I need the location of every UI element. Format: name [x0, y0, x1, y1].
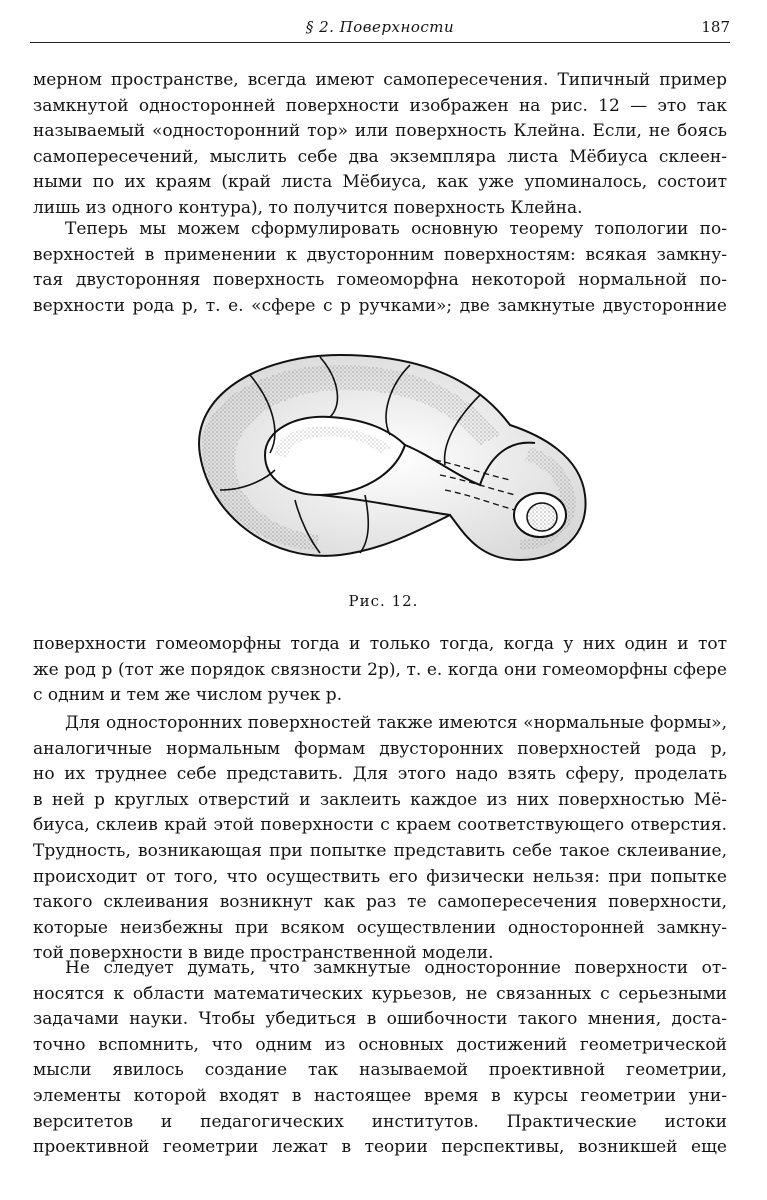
- text-line: такого склеивания возникнут как раз те самопересечения поверхности,: [33, 892, 727, 913]
- text-line: происходит от того, что осуществить его физически нельзя: при попытке: [33, 866, 727, 887]
- section-title: § 2. Поверхности: [305, 18, 455, 36]
- text-line: той поверхности в виде пространственной модели.: [33, 943, 494, 964]
- text-line: которые неизбежны при всяком осуществлении односторонней замкну-: [33, 917, 727, 938]
- text-line: биуса, склеив край этой поверхности с краем соответствующего отверстия.: [33, 815, 727, 836]
- text-line: проективной геометрии лежат в теории перспективы, возникшей еще: [33, 1137, 727, 1158]
- paragraph-4: [33, 711, 727, 967]
- text-line: носятся к области математических курьезов, не связанных с серьезными: [33, 983, 727, 1004]
- text-line: с одним и тем же числом ручек p.: [33, 685, 343, 706]
- text-line: верхности рода p, т. е. «сфере с p ручками»; две замкнутые двусторонние: [33, 295, 727, 316]
- text-line: Трудность, возникающая при попытке представить себе такое склеивание,: [33, 840, 727, 861]
- text-line: Не следует думать, что замкнутые односторонние поверхности от-: [65, 958, 727, 978]
- figure-caption: Рис. 12.: [348, 592, 419, 610]
- text-line: в ней p круглых отверстий и заклеить каждое из них поверхностью Мё-: [33, 789, 727, 810]
- text-line: замкнутой односторонней поверхности изображен на рис. 12 — это так: [33, 95, 727, 116]
- klein-bottle-figure: [180, 335, 600, 575]
- page-number: 187: [701, 18, 730, 36]
- text-line: же род p (тот же порядок связности 2p), т. е. когда они гомеоморфны сфере: [33, 659, 727, 680]
- running-header: [30, 14, 730, 43]
- text-line: ными по их краям (край листа Мёбиуса, как уже упоминалось, состоит: [33, 172, 727, 193]
- text-line: лишь из одного контура), то получится поверхность Клейна.: [33, 197, 583, 218]
- text-line: аналогичные нормальным формам двусторонних поверхностей рода p,: [33, 738, 727, 759]
- text-line: точно вспомнить, что одним из основных достижений геометрической: [33, 1034, 727, 1055]
- paragraph-3: [33, 632, 727, 709]
- text-line: задачами науки. Чтобы убедиться в ошибочности такого мнения, доста-: [33, 1009, 727, 1030]
- text-line: элементы которой входят в настоящее время в курсы геометрии уни-: [33, 1085, 727, 1106]
- text-line: мерном пространстве, всегда имеют самопересечения. Типичный пример: [33, 70, 727, 90]
- paragraph-5: [33, 956, 727, 1161]
- paragraph-2: [33, 217, 727, 319]
- text-line: называемый «односторонний тор» или поверхность Клейна. Если, не боясь: [33, 121, 727, 142]
- text-line: мысли явилось создание так называемой проективной геометрии,: [33, 1060, 727, 1081]
- text-line: самопересечений, мыслить себе два экземпляра листа Мёбиуса склеен-: [33, 146, 727, 167]
- text-line: Теперь мы можем сформулировать основную теорему топологии по-: [65, 219, 727, 239]
- text-line: поверхности гомеоморфны тогда и только тогда, когда у них один и тот: [33, 634, 727, 654]
- text-line: но их труднее себе представить. Для этого надо взять сферу, проделать: [33, 764, 727, 785]
- paragraph-1: [33, 68, 727, 222]
- tube-opening-inner: [527, 503, 557, 531]
- text-line: верхностей в применении к двусторонним поверхностям: всякая замкну-: [33, 244, 727, 265]
- text-line: тая двусторонняя поверхность гомеоморфна некоторой нормальной по-: [33, 270, 727, 291]
- text-line: верситетов и педагогических институтов. Практические истоки: [33, 1111, 727, 1132]
- text-line: Для односторонних поверхностей также имеются «нормальные формы»,: [65, 713, 727, 733]
